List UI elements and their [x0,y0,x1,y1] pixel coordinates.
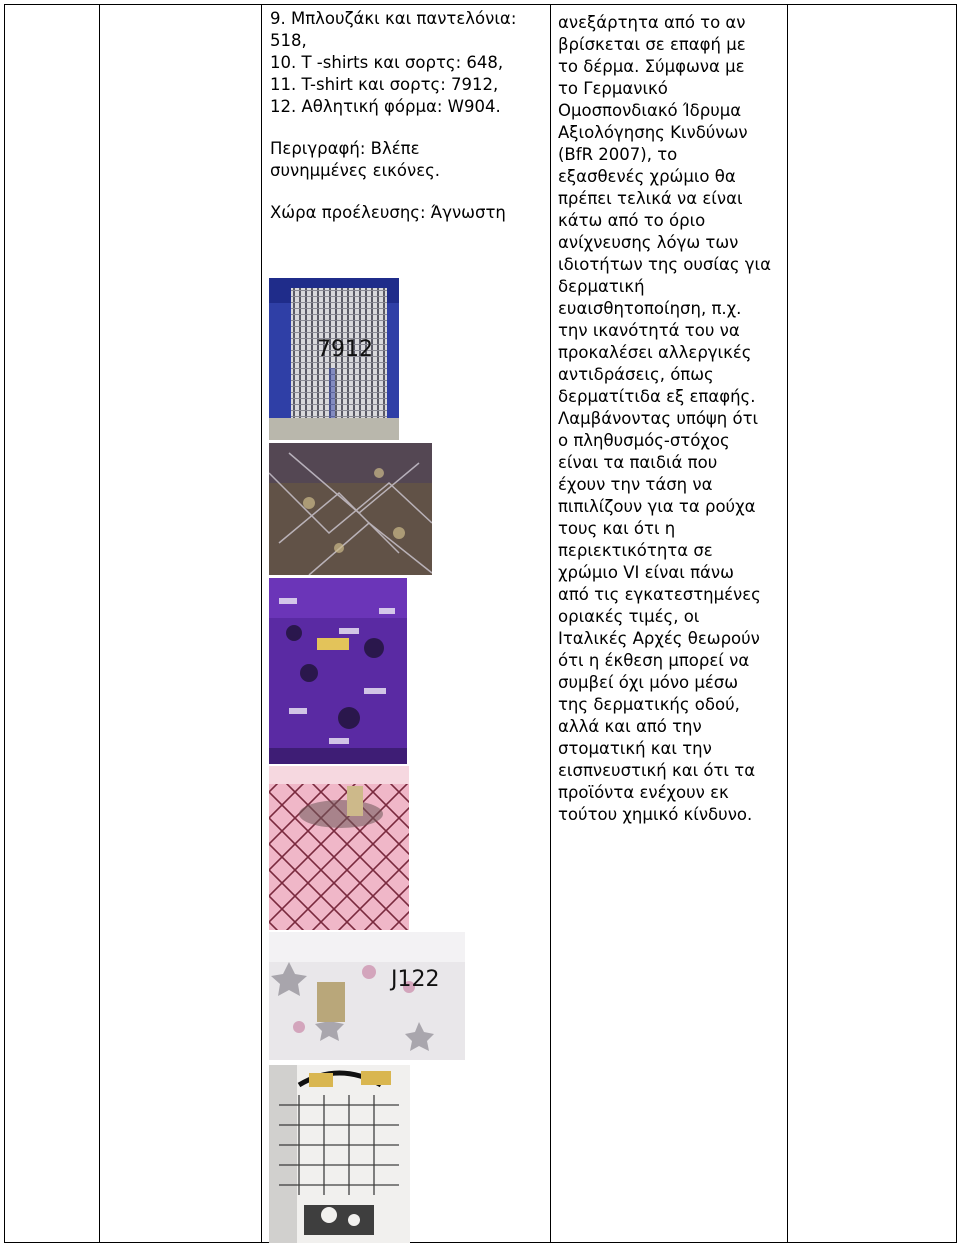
text-line: προϊόντα ενέχουν εκ [558,783,729,802]
description-line: συνημμένες εικόνες. [270,161,441,180]
product-line: 10. T -shirts και σορτς: 648, [270,53,504,72]
text-line: το Γερμανικό [558,79,668,98]
product-photo-shorts [269,278,399,440]
product-photo-white-shirt [269,932,465,1060]
product-line: 11. T-shirt και σορτς: 7912, [270,75,499,94]
photo-handwritten-label: J122 [391,967,440,992]
text-line: αντιδράσεις, όπως [558,365,714,384]
text-line: Αξιολόγησης Κινδύνων [558,123,748,142]
text-line: περιεκτικότητα σε [558,541,713,560]
text-line: της δερματικής οδού, [558,695,740,714]
product-line: 9. Μπλουζάκι και παντελόνια: [270,9,517,28]
text-line: συμβεί όχι μόνο μέσω [558,673,739,692]
text-line: χρώμιο VI είναι πάνω [558,563,734,582]
text-line: (BfR 2007), το [558,145,678,164]
text-line: από τις εγκατεστημένες [558,585,761,604]
text-line: τους και ότι η [558,519,676,538]
column-divider [787,5,788,1242]
product-list-cell [270,8,516,224]
text-line: ανεξάρτητα από το αν [558,13,746,32]
text-line: βρίσκεται σε επαφή με [558,35,746,54]
text-line: ανίχνευσης λόγω των [558,233,739,252]
text-line: δερματίτιδα εξ επαφής. [558,387,756,406]
risk-description-cell [558,12,771,826]
description-line: Περιγραφή: Βλέπε [270,139,420,158]
text-line: στοματική και την [558,739,712,758]
product-line: 12. Αθλητική φόρμα: W904. [270,97,501,116]
product-photo-purple-shirt [269,578,407,764]
text-line: κάτω από το όριο [558,211,706,230]
column-divider [550,5,551,1242]
text-line: ιδιοτήτων της ουσίας για [558,255,771,274]
column-divider [261,5,262,1242]
product-photo-print-shirt [269,1065,410,1243]
text-line: ευαισθητοποίηση, π.χ. [558,299,742,318]
product-photo-pink-shirt [269,766,409,930]
text-line: είναι τα παιδιά που [558,453,718,472]
text-line: πρέπει τελικά να είναι [558,189,743,208]
text-line: έχουν την τάση να [558,475,713,494]
product-photo-brown-garment [269,443,432,575]
text-line: εισπνευστική και ότι τα [558,761,756,780]
text-line: πιπιλίζουν για τα ρούχα [558,497,756,516]
text-line: δερματική [558,277,645,296]
photo-handwritten-label: 7912 [317,337,373,362]
text-line: Ομοσπονδιακό Ίδρυμα [558,101,742,120]
text-line: οριακές τιμές, οι [558,607,700,626]
text-line: τούτου χημικό κίνδυνο. [558,805,753,824]
text-line: το δέρμα. Σύμφωνα με [558,57,745,76]
text-line: αλλά και από την [558,717,702,736]
text-line: ότι η έκθεση μπορεί να [558,651,750,670]
text-line: την ικανότητά του να [558,321,740,340]
column-divider [99,5,100,1242]
text-line: εξασθενές χρώμιο θα [558,167,736,186]
text-line: Ιταλικές Αρχές θεωρούν [558,629,760,648]
product-line: 518, [270,31,307,50]
text-line: προκαλέσει αλλεργικές [558,343,752,362]
text-line: Λαμβάνοντας υπόψη ότι [558,409,759,428]
origin-line: Χώρα προέλευσης: Άγνωστη [270,203,506,222]
text-line: ο πληθυσμός-στόχος [558,431,730,450]
